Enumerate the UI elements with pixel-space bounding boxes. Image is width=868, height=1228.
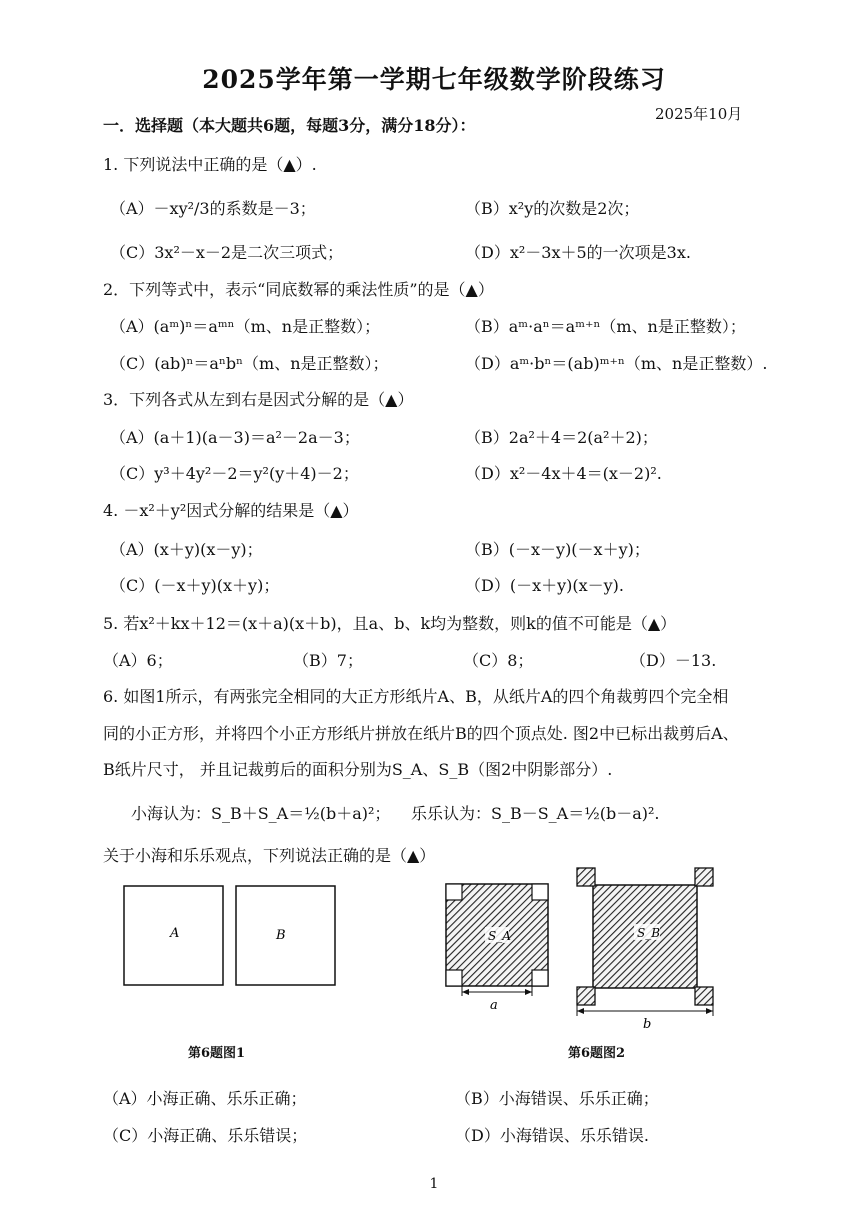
question-6-option-b: （B）小海错误、乐乐正确； (455, 1089, 659, 1108)
exam-date: 2025年10月 (655, 105, 743, 123)
question-1-option-b: （B）x²y的次数是2次； (465, 199, 640, 218)
question-4-stem: 4. －x²＋y²因式分解的结果是（▲） (103, 501, 359, 520)
question-3-option-c: （C）y³＋4y²－2＝y²(y＋4)－2； (110, 464, 359, 483)
page-title: 2025学年第一学期七年级数学阶段练习 (202, 65, 666, 94)
figure-2-caption: 第6题图2 (568, 1046, 626, 1061)
question-1-option-c: （C）3x²－x－2是二次三项式； (110, 243, 344, 262)
dimension-b (577, 1002, 713, 1016)
question-6-option-d: （D）小海错误、乐乐错误. (455, 1126, 649, 1145)
square-b-label: B (276, 928, 286, 943)
question-2-stem: 2．下列等式中，表示“同底数幂的乘法性质”的是（▲） (103, 280, 494, 299)
question-3-option-a: （A）(a＋1)(a－3)＝a²－2a－3； (110, 428, 360, 447)
figure-2 (438, 860, 728, 1035)
dimension-a-label: a (490, 998, 498, 1013)
question-2-option-b: （B）aᵐ·aⁿ＝aᵐ⁺ⁿ（m、n是正整数）； (465, 317, 746, 336)
figure-1 (110, 875, 350, 1005)
question-1-option-a: （A）－xy²/3的系数是－3； (110, 199, 316, 218)
question-6-view-lele: 乐乐认为：S_B－S_A＝½(b－a)². (411, 804, 660, 823)
question-4-option-d: （D）(－x＋y)(x－y). (465, 576, 625, 595)
question-5-option-b: （B）7； (293, 651, 363, 670)
question-4-option-c: （C）(－x＋y)(x＋y)； (110, 576, 280, 595)
question-3-stem: 3．下列各式从左到右是因式分解的是（▲） (103, 390, 414, 409)
question-6-view-xiaohai: 小海认为：S_B＋S_A＝½(b＋a)²； (131, 804, 391, 823)
square-a-label: A (170, 926, 180, 941)
question-4-option-a: （A）(x＋y)(x－y)； (110, 540, 263, 559)
question-1-stem: 1. 下列说法中正确的是（▲）. (103, 155, 317, 174)
question-1-option-d: （D）x²－3x＋5的一次项是3x. (465, 243, 691, 262)
question-6-stem-line-2: 同的小正方形，并将四个小正方形纸片拼放在纸片B的四个顶点处. 图2中已标出裁剪后A、 (103, 724, 739, 743)
question-5-stem: 5. 若x²＋kx＋12＝(x＋a)(x＋b)，且a、b、k均为整数，则k的值不可能是（▲） (103, 614, 677, 633)
question-6-option-a: （A）小海正确、乐乐正确； (103, 1089, 307, 1108)
question-6-ask: 关于小海和乐乐观点，下列说法正确的是（▲） (103, 846, 436, 865)
question-2-option-a: （A）(aᵐ)ⁿ＝aᵐⁿ（m、n是正整数）； (110, 317, 381, 336)
page-number: 1 (429, 1176, 439, 1192)
question-2-option-c: （C）(ab)ⁿ＝aⁿbⁿ（m、n是正整数）； (110, 354, 389, 373)
area-sb-label: S_B (637, 926, 661, 940)
question-4-option-b: （B）(－x－y)(－x＋y)； (465, 540, 650, 559)
dimension-b-label: b (643, 1017, 652, 1032)
question-3-option-d: （D）x²－4x＋4＝(x－2)². (465, 464, 662, 483)
question-5-option-c: （C）8； (463, 651, 534, 670)
question-3-option-b: （B）2a²＋4＝2(a²＋2)； (465, 428, 658, 447)
section-heading: 一．选择题（本大题共6题，每题3分，满分18分）： (103, 116, 476, 135)
question-5-option-a: （A）6； (103, 651, 173, 670)
figure-1-caption: 第6题图1 (188, 1046, 246, 1061)
area-sa-label: S_A (488, 929, 511, 943)
question-5-option-d: （D）－13. (630, 651, 717, 670)
question-6-option-c: （C）小海正确、乐乐错误； (103, 1126, 308, 1145)
question-6-stem-line-3: B纸片尺寸， 并且记裁剪后的面积分别为S_A、S_B（图2中阴影部分）. (103, 760, 613, 779)
question-6-stem-line-1: 6. 如图1所示，有两张完全相同的大正方形纸片A、B，从纸片A的四个角裁剪四个完全相 (103, 687, 729, 706)
question-2-option-d: （D）aᵐ·bⁿ＝(ab)ᵐ⁺ⁿ（m、n是正整数）. (465, 354, 768, 373)
